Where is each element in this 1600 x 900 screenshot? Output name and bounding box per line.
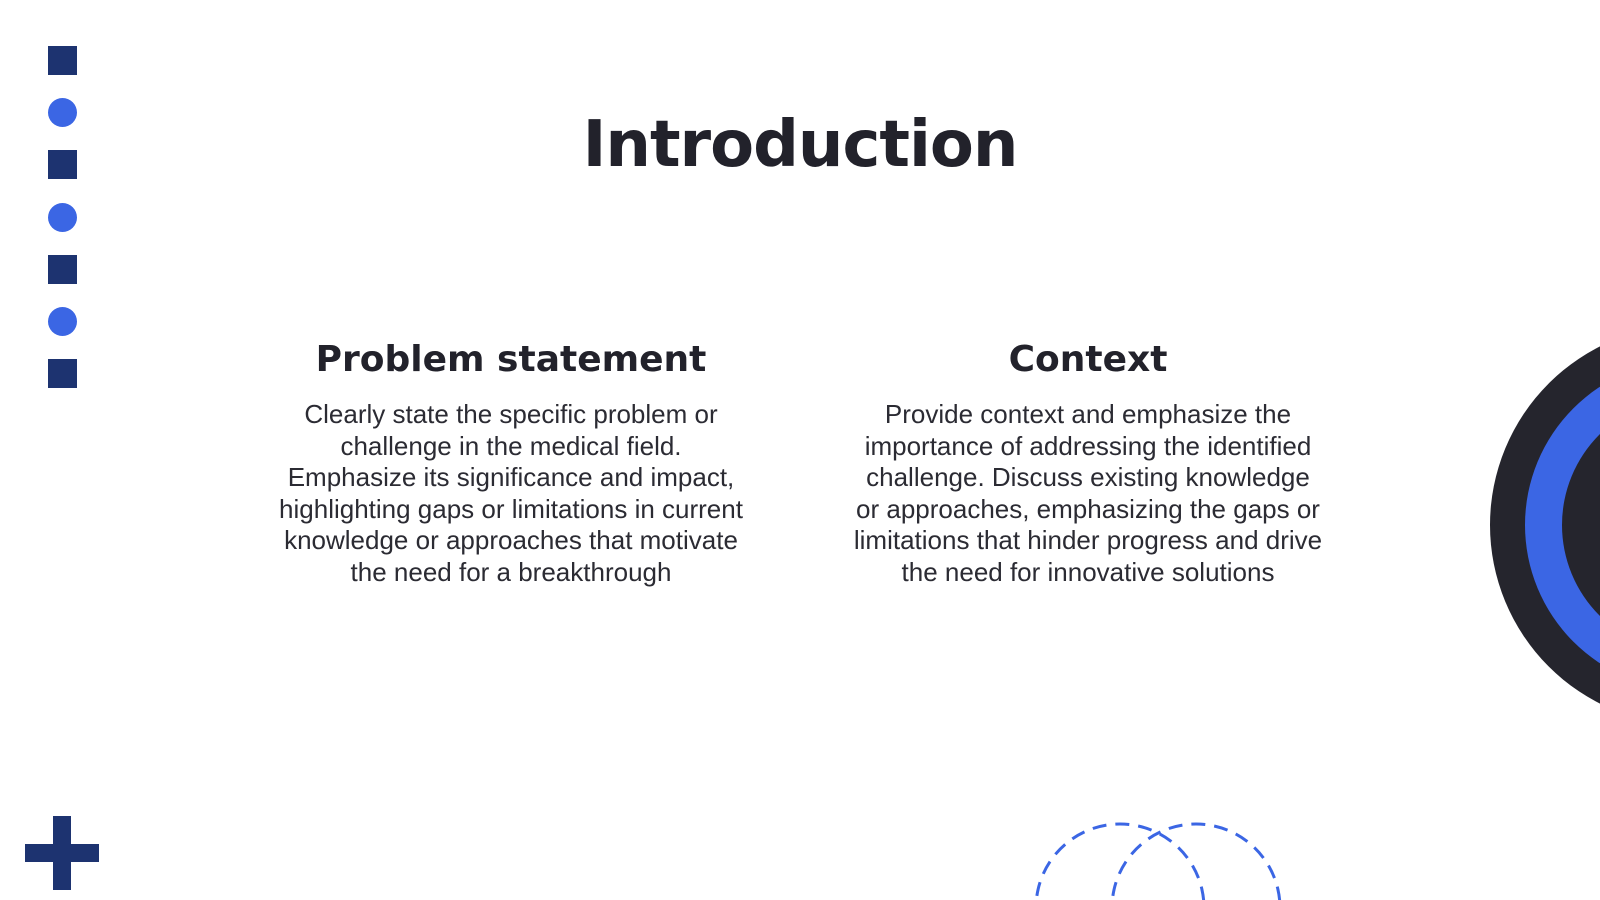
decorative-square bbox=[48, 359, 77, 388]
decorative-circle bbox=[48, 307, 77, 336]
concentric-rings-decoration bbox=[1490, 330, 1600, 720]
dashed-circles-decoration bbox=[1030, 808, 1290, 900]
decorative-square bbox=[48, 255, 77, 284]
plus-icon bbox=[25, 816, 99, 890]
section-body: Provide context and emphasize the importance of addressing the identified challenge. Discuss existing knowledge or approaches, emphasizing the gaps or limitations that hinder progress and drive the need for innovative solutions bbox=[853, 399, 1323, 587]
decorative-circle bbox=[48, 203, 77, 232]
section-body: Clearly state the specific problem or challenge in the medical field. Emphasize its significance and impact, highlighting gaps or limitations in current knowledge or approaches that motivate the need for a breakthrough bbox=[279, 399, 743, 587]
decorative-square bbox=[48, 46, 77, 75]
section-heading: Problem statement bbox=[315, 339, 707, 380]
slide-title: Introduction bbox=[582, 108, 1018, 182]
section-heading: Context bbox=[1008, 339, 1168, 380]
context-section bbox=[853, 338, 1323, 588]
problem-statement-section bbox=[276, 338, 746, 588]
